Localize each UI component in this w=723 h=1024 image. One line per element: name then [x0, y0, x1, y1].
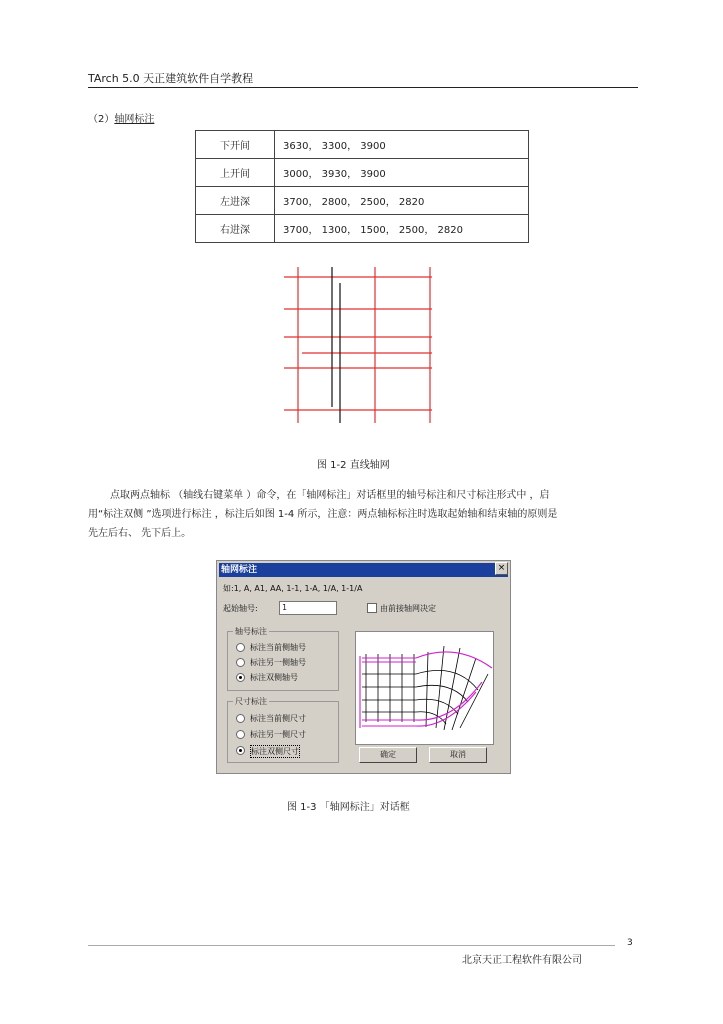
table-value: 3700， 1300， 1500， 2500， 2820 — [275, 215, 529, 243]
table-key: 下开间 — [196, 131, 275, 159]
radio-option[interactable] — [236, 730, 245, 739]
table-value: 3700， 2800， 2500， 2820 — [275, 187, 529, 215]
table-row — [196, 187, 529, 215]
radio-option[interactable] — [236, 746, 245, 755]
radio-option[interactable] — [236, 643, 245, 652]
table-row — [196, 215, 529, 243]
document-header: TArch 5.0 天正建筑软件自学教程 — [88, 72, 254, 85]
ok-button[interactable]: 确定 — [359, 747, 417, 763]
preview-canvas — [355, 631, 494, 745]
start-axis-label: 起始轴号: — [223, 604, 258, 613]
table-value: 3000， 3930， 3900 — [275, 159, 529, 187]
example-text: 如:1, A, A1, AA, 1-1, 1-A, 1/A, 1-1/A — [223, 584, 363, 593]
arc-axis-preview — [356, 632, 493, 744]
table-row — [196, 159, 529, 187]
group-title: 轴号标注 — [235, 627, 267, 636]
paragraph-line: 用“标注双侧 ”选项进行标注 ，标注后如图 1-4 所示，注意：两点轴标标注时选取起始轴和结束轴的原则是 — [88, 509, 558, 520]
dimension-group — [227, 697, 339, 763]
section-number: （2） — [88, 114, 115, 125]
radio-label: 标注当前侧尺寸 — [250, 714, 306, 723]
section-heading — [88, 110, 154, 125]
axis-number-group — [227, 627, 339, 691]
table-key: 上开间 — [196, 159, 275, 187]
page-number: 3 — [627, 938, 633, 948]
radio-option[interactable] — [236, 658, 245, 667]
radio-label: 标注另一侧尺寸 — [250, 730, 306, 739]
start-axis-input[interactable]: 1 — [279, 601, 337, 615]
close-button[interactable]: × — [495, 562, 508, 575]
footer-divider — [88, 945, 615, 946]
radio-label: 标注双侧尺寸 — [251, 747, 299, 756]
table-value: 3630， 3300， 3900 — [275, 131, 529, 159]
figure2-caption: 图 1-3 「轴网标注」对话框 — [287, 802, 410, 813]
radio-option[interactable] — [236, 714, 245, 723]
table-row — [196, 131, 529, 159]
paragraph-line: 点取两点轴标 （轴线右键菜单 ）命令，在「轴网标注」对话框里的轴号标注和尺寸标注形式中 ，启 — [110, 490, 550, 501]
arc-line — [416, 712, 446, 724]
table-key: 右进深 — [196, 215, 275, 243]
axis-label-dialog — [216, 560, 511, 774]
axis-table — [195, 130, 529, 243]
radio-label: 标注双侧轴号 — [250, 673, 298, 682]
company-name: 北京天正工程软件有限公司 — [462, 955, 582, 966]
section-title: 轴网标注 — [114, 114, 155, 125]
cancel-button[interactable]: 取消 — [429, 747, 487, 763]
radio-label: 标注另一侧轴号 — [250, 658, 306, 667]
straight-axis-grid-figure — [284, 265, 434, 425]
paragraph-line: 先左后右、 先下后上。 — [88, 528, 192, 539]
table-key: 左进深 — [196, 187, 275, 215]
figure1-caption: 图 1-2 直线轴网 — [317, 460, 390, 471]
header-divider — [88, 87, 638, 88]
checkbox-from-previous[interactable] — [367, 603, 377, 613]
dialog-title: 轴网标注 — [219, 563, 508, 577]
radial-line — [426, 652, 428, 727]
group-title: 尺寸标注 — [235, 697, 267, 706]
checkbox-label: 由前接轴网决定 — [380, 604, 436, 613]
radio-label: 标注当前侧轴号 — [250, 643, 306, 652]
radio-option[interactable] — [236, 673, 245, 682]
